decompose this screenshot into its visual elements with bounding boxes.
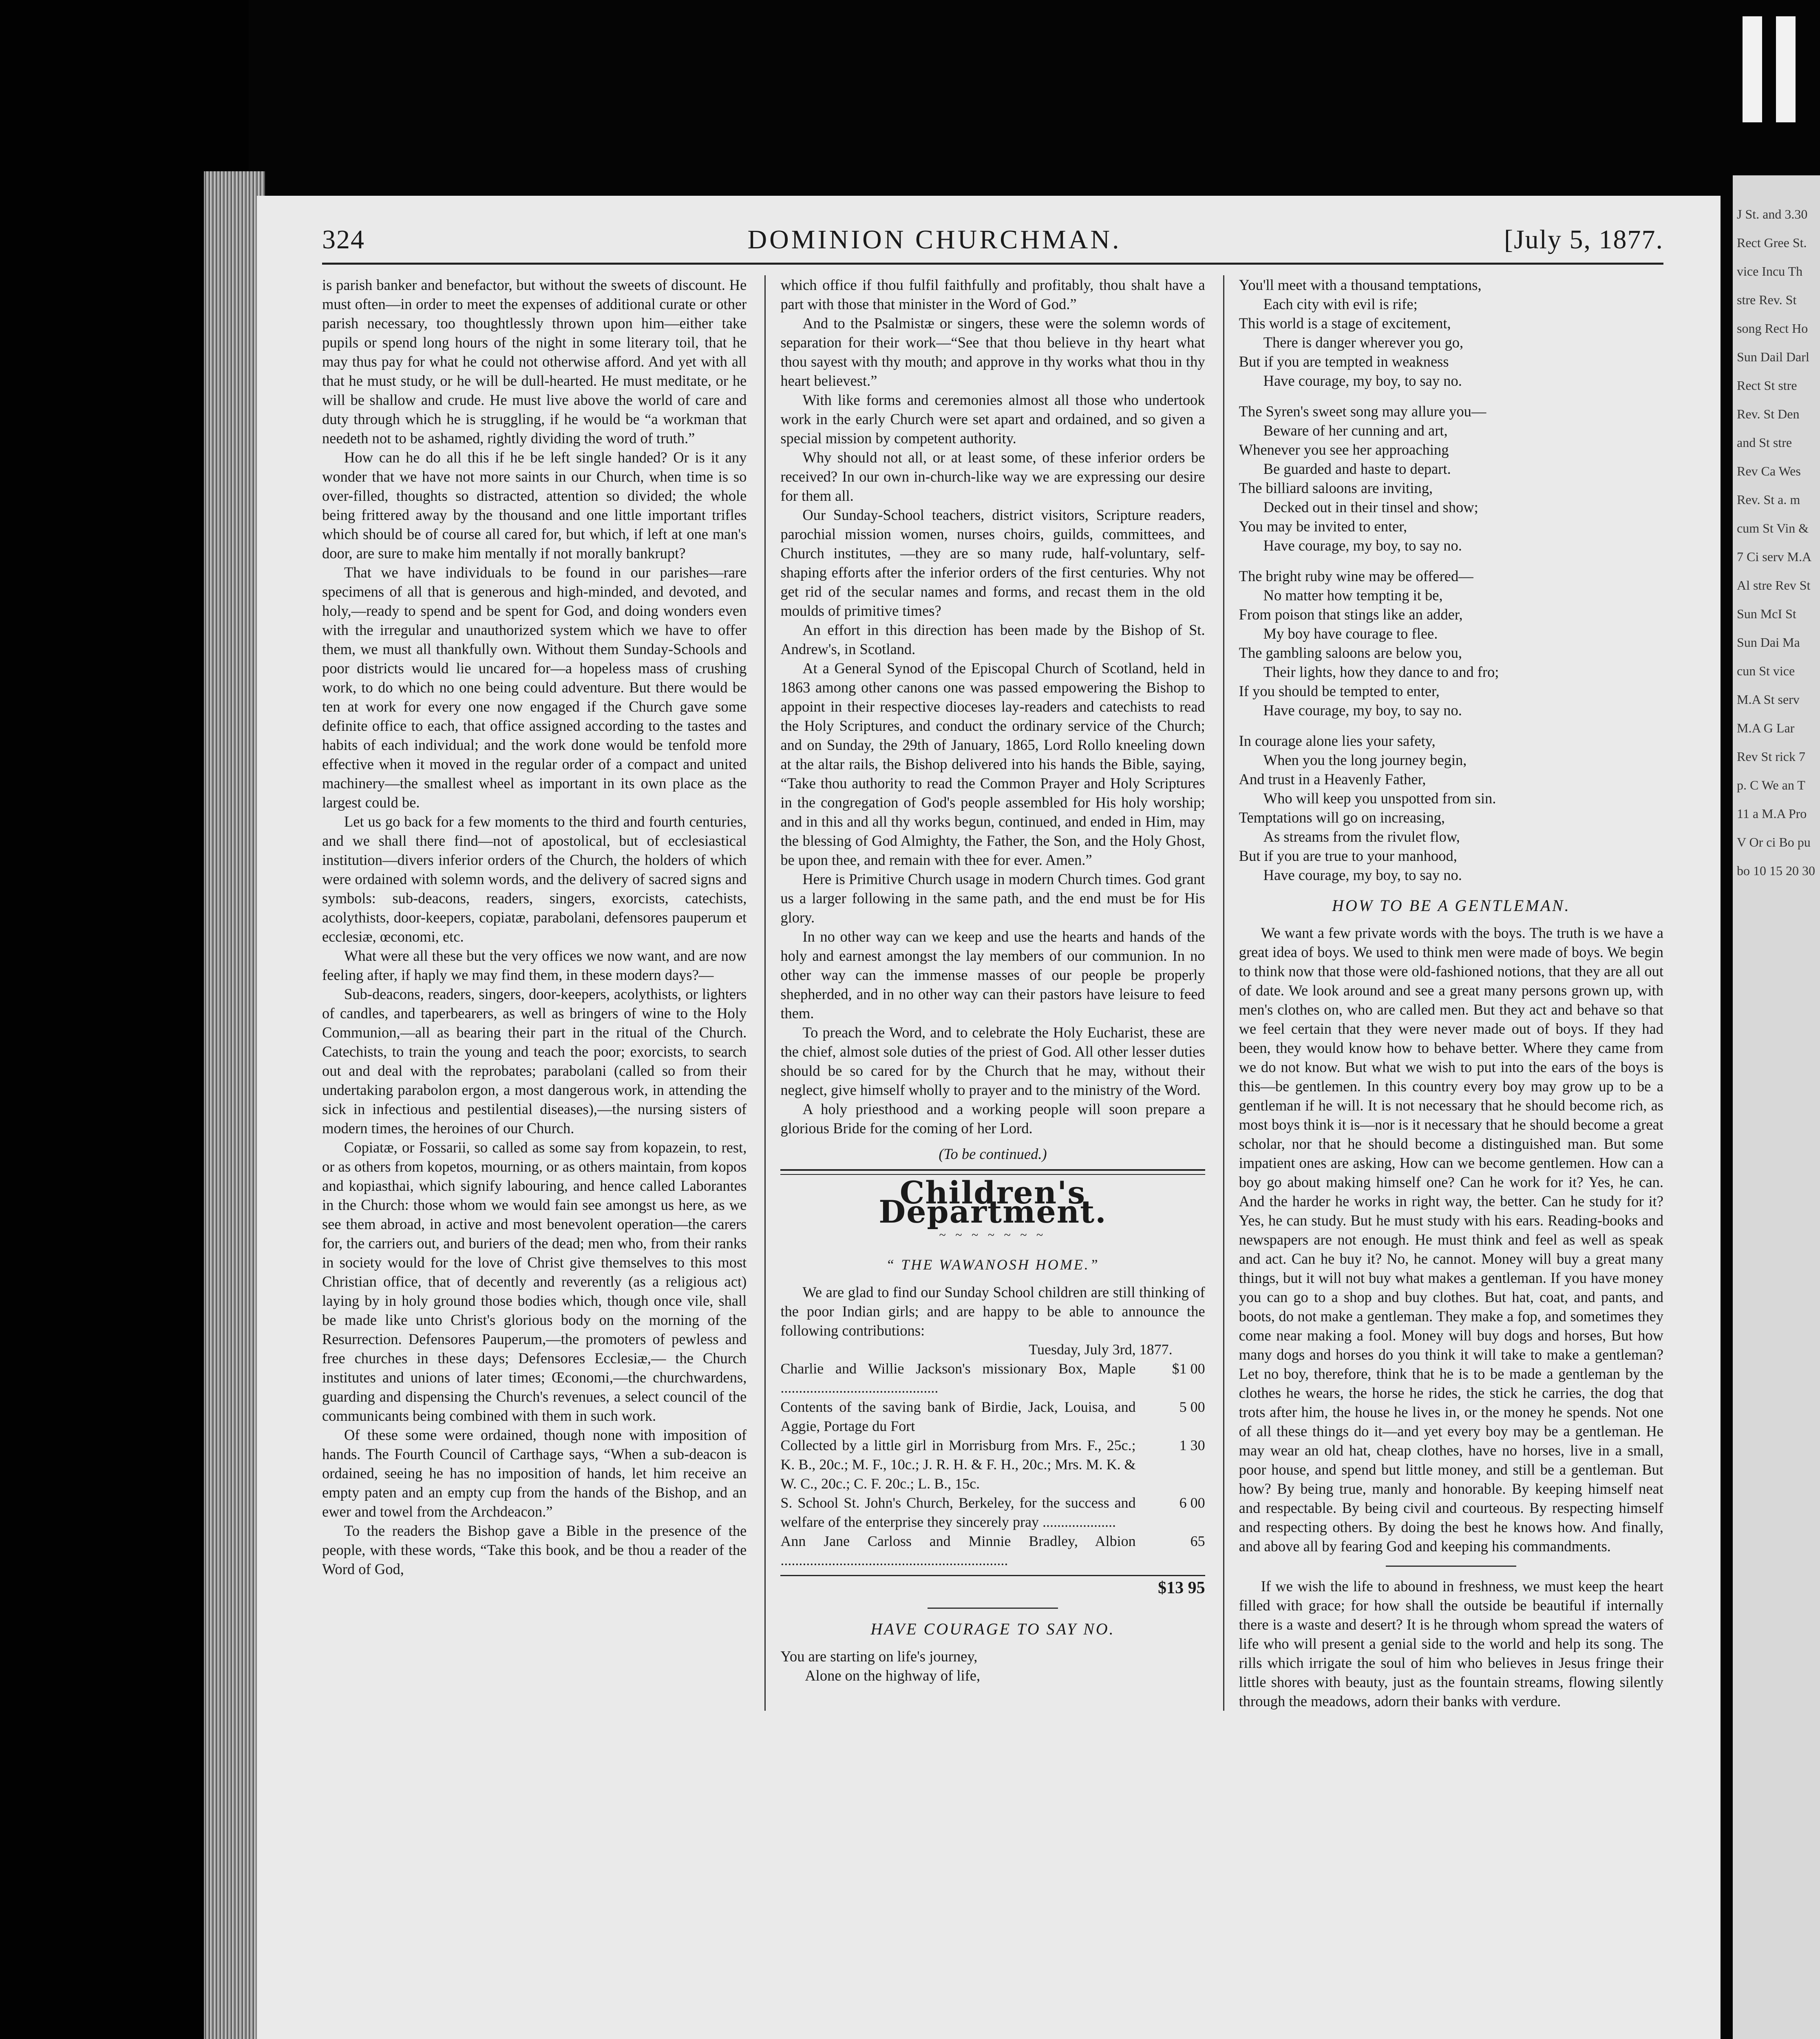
publication-title: DOMINION CHURCHMAN.	[747, 225, 1122, 254]
page-number: 324	[322, 225, 365, 254]
paragraph: Why should not all, or at least some, of these inferior orders be received? In our own in-church-like way we are expressing our desire for them all.	[780, 449, 1205, 504]
poem-line: Whenever you see her approaching	[1239, 441, 1449, 458]
column-1	[322, 275, 747, 1711]
poem-line: Beware of her cunning and art,	[1263, 422, 1448, 439]
paragraph: Sub-deacons, readers, singers, door-keepers, acolythists, or lighters of candles, and taperbearers, as well as bringers of wine to the Holy Communion,—all as bearing their part in the ritual of the Church. Catechists, to train the young and teach the poor; exorcists, to search out and deal with the reprobates; parabolani (called so from their undertaking parabolon ergon, a most dangerous work, in attending the sick in infectious and pestilential diseases),—the nursing sisters of modern times, the heroines of our Church.	[322, 986, 747, 1137]
poem-line: Have courage, my boy, to say no.	[1263, 372, 1462, 389]
paragraph: Here is Primitive Church usage in modern Church times. God grant us a larger following in the same path, and the end must be for His glory.	[780, 871, 1205, 926]
poem-line: You are starting on life's journey,	[780, 1648, 978, 1665]
poem-line: But if you are true to your manhood,	[1239, 847, 1457, 864]
column-2	[764, 275, 1205, 1711]
divider	[1386, 1566, 1516, 1567]
paragraph: If we wish the life to abound in freshness, we must keep the heart filled with grace; for how shall the outside be beautiful if internally there is a waste and desert? It is he through whom spread the waters of life who will present a genial side to the world and help its song. The rills which irrigate the soul of him who believes in Jesus fringe their little shores with beauty, just as the fountain streams, flowing silently through the meadows, adorn their banks with verdure.	[1239, 1578, 1663, 1709]
gentleman-heading: HOW TO BE A GENTLEMAN.	[1332, 896, 1570, 915]
ledger-row: Contents of the saving bank of Birdie, Jack, Louisa, and Aggie, Portage du Fort 5 00	[780, 1399, 1205, 1434]
poem-line: You'll meet with a thousand temptations,	[1239, 276, 1482, 293]
wawanosh-heading: “ THE WAWANOSH HOME.”	[886, 1256, 1100, 1273]
poem-line: You may be invited to enter,	[1239, 518, 1407, 535]
ledger-total: $13 95	[780, 1575, 1205, 1598]
next-page-fragment: J St. and 3.30 Rect Gree St. vice Incu Th stre Rev. St song Rect Ho Sun Dail Darl Rect St stre Rev. St Den and St stre Rev Ca Wes Rev. St a. m cum St Vin & 7 Ci serv M.A Al stre Rev St Sun McI St Sun Dai Ma cun St vice M.A St serv M.A G Lar Rev St rick 7 p. C We an T 11 a M.A Pro V Or ci Bo pu bo 10 15 20 30	[1733, 175, 1820, 2039]
ledger-row: Charlie and Willie Jackson's missionary Box, Maple ........................................... $1 00	[780, 1360, 1205, 1396]
ledger-row: Collected by a little girl in Morrisburg from Mrs. F., 25c.; K. B., 20c.; M. F., 10c.; J. R. H. & F. H., 20c.; Mrs. M. K. & W. C., 20c.; C. F. 20c.; L. B., 15c. 1 30	[780, 1437, 1205, 1492]
poem-line: Have courage, my boy, to say no.	[1263, 537, 1462, 554]
paragraph: An effort in this direction has been made by the Bishop of St. Andrew's, in Scotland.	[780, 621, 1205, 657]
poem-stanza	[1239, 566, 1663, 720]
poem-line: Temptations will go on increasing,	[1239, 809, 1445, 826]
poem-line: Decked out in their tinsel and show;	[1263, 499, 1478, 515]
column-3	[1223, 275, 1663, 1711]
paragraph: We want a few private words with the boys. The truth is we have a great idea of boys. We used to think men were made of boys. We begin to think now that those were old-fashioned notions, that they are all out of date. We look around and see a great many persons grown up, with men's clothes on, who are called men. But they act and behave so that we feel certain that they were never made out of boys. If they had been, they would know how to behave better. Where they came from we do not know. But what we wish to put into the ears of the boys is this—be gentlemen. In this country every boy may grow up to be a gentleman if he will. It is not necessary that he should become rich, as most boys think it is—nor is it necessary that he should become a great scholar, nor that he should become a distinguished man. But some impatient ones are asking, How can we become gentlemen. How can a boy go about making himself one? Can he work for it? Yes, he can. And the harder he works in right way, the better. Can he study for it? Yes, he can study. But he must study with his ears. Reading-books and newspapers are not enough. He must think and feel as well as speak and act. Can he buy it? No, he cannot. Money will buy a great many things, but it will not buy what makes a gentleman. If you have money you can go to a shop and buy clothes. But hat, coat, and pants, and boots, do not make a gentleman. They make a fop, and sometimes they come near making a fool. Money will buy dogs and horses, But how many dogs and horses do you think it will take to make a gentleman? Let no boy, therefore, think that he is to be made a gentleman by the clothes he wears, the horse he rides, the stick he carries, the dog that trots after him, the house he lives in, or the money he spends. Not one of all these things do it—and yet every boy may be a gentleman. He may wear an old hat, cheap clothes, have no horses, live in a small, poor house, and spend but little money, and still be a gentleman. But how? By being true, manly and honorable. By keeping himself neat and respectable. By being civil and courteous. By respecting himself and respecting others. By doing the best he knows how. And finally, and above all by fearing God and keeping his commandments.	[1239, 924, 1663, 1555]
registration-mark-top	[1738, 16, 1800, 122]
poem-line: Each city with evil is rife;	[1263, 296, 1418, 312]
book-page-edges	[204, 171, 265, 2039]
ledger-date: Tuesday, July 3rd, 1877.	[1029, 1341, 1173, 1358]
poem-line: The Syren's sweet song may allure you—	[1239, 403, 1486, 420]
poem-line: And trust in a Heavenly Father,	[1239, 771, 1426, 787]
newspaper-page	[257, 196, 1721, 2039]
paragraph: How can he do all this if he be left single handed? Or is it any wonder that we have not more saints in our Church, when time is so over-filled, thoughts so distracted, attention so divided; the whole being frittered away by the thousand and one little important trifles which should be of course all cared for, but which, if left at one man's door, are sure to make him mentally if not morally bankrupt?	[322, 449, 747, 562]
paragraph: Of these some were ordained, though none with imposition of hands. The Fourth Council of Carthage says, “When a sub-deacon is ordained, seeing he has no imposition of hands, let him receive an empty paten and an empty cup from the hands of the Bishop, and an ewer and towel from the Archdeacon.”	[322, 1426, 747, 1520]
paragraph: which office if thou fulfil faithfully and profitably, thou shalt have a part with those that minister in the Word of God.”	[780, 276, 1205, 312]
poem-stanza	[1239, 402, 1663, 555]
paragraph: To preach the Word, and to celebrate the Holy Eucharist, these are the chief, almost sole duties of the priest of God. All other lesser duties should be so cared for by the Church that he may, without their neglect, give himself wholly to prayer and to the ministry of the Word.	[780, 1024, 1205, 1098]
paragraph: We are glad to find our Sunday School children are still thinking of the poor Indian girls; and are happy to be able to announce the following contributions:	[780, 1284, 1205, 1339]
poem-line: If you should be tempted to enter,	[1239, 683, 1440, 699]
paragraph: That we have individuals to be found in our parishes—rare specimens of all that is generous and high-minded, and devoted, and holy,—ready to spend and be spent for God, and doing wonders even with the irregular and unauthorized system which we have to offer them, we must all thankfully own. Without them Sunday-Schools and poor districts would lie uncared for—a hopeless mass of crushing work, to do which no one being could adventure. But there would be ten at work for every one now engaged if the Church gave some definite office to each, that office assigned according to the tastes and habits of each individual; and the work done would be tenfold more effective when it moved in the regular order of a compact and united machinery—the smallest wheel as important in its own place as the largest could be.	[322, 564, 747, 811]
issue-date: [July 5, 1877.	[1504, 225, 1663, 254]
poem-line: As streams from the rivulet flow,	[1263, 828, 1460, 845]
paragraph: In no other way can we keep and use the hearts and hands of the holy and earnest amongst the lay members of our communion. In no other way can the immense masses of our people be properly shepherded, and in no other way can their pastors have leisure to feed them.	[780, 928, 1205, 1022]
poem-line: No matter how tempting it be,	[1263, 587, 1443, 604]
poem-stanza	[1239, 731, 1663, 885]
ledger-row: S. School St. John's Church, Berkeley, for the success and welfare of the enterprise they sincerely pray .................... 6 00	[780, 1495, 1205, 1530]
poem-line: Their lights, how they dance to and fro;	[1263, 663, 1499, 680]
poem-line: But if you are tempted in weakness	[1239, 353, 1449, 370]
to-be-continued: (To be continued.)	[939, 1146, 1047, 1162]
poem-stanza	[1239, 275, 1663, 390]
poem-opening	[780, 1647, 1205, 1685]
paragraph: Copiatæ, or Fossarii, so called as some say from kopazein, to rest, or as others from kopetos, mourning, or as others maintain, from kopos and kopiasthai, which signify labouring, and hence called Laborantes in the Church: those whom we would fain see amongst us here, as we see them abroad, in active and most benevolent operation—the carers for, the carriers out, and buriers of the dead; men who, from their ranks in society would for the love of Christ give themselves to this most Christian office, that of decently and reverently (as a religious act) laying by in holy ground those bodies which, though once vile, shall be made like unto Christ's glorious body on the morning of the Resurrection. Defensores Pauperum,—the promoters of pewless and free churches in these days; Defensores Ecclesiæ,— the Church institutes and unions of later times; Œconomi,—the churchwardens, guarding and dispensing the Church's revenues, a select council of the communicants being combined with them in such work.	[322, 1139, 747, 1424]
paragraph: What were all these but the very offices we now want, and are now feeling after, if haply we may find them, in these modern days?—	[322, 947, 747, 983]
paragraph: At a General Synod of the Episcopal Church of Scotland, held in 1863 among other canons one was passed empowering the Bishop to appoint in their respective dioceses lay-readers and catechists to read the Holy Scriptures, and conduct the ordinary service of the Church; and on Sunday, the 29th of January, 1865, Lord Rollo kneeling down at the altar rails, the Bishop delivered into his hands the Bible, saying, “Take thou authority to read the Common Prayer and Holy Scriptures in the congregation of God's people assembled for His holy worship; and in this and all thy works begun, continued, and ended in Him, may the blessing of God Almighty, the Father, the Son, and the Holy Ghost, be upon thee, and remain with thee for ever. Amen.”	[780, 660, 1205, 868]
poem-line: Alone on the highway of life,	[805, 1667, 981, 1684]
poem-line: Be guarded and haste to depart.	[1263, 460, 1451, 477]
department-title: Children's Department.	[879, 1174, 1107, 1230]
ornament-divider: ~ ~ ~ ~ ~ ~ ~	[939, 1228, 1047, 1242]
poem-line: My boy have courage to flee.	[1263, 625, 1438, 642]
poem-line: The gambling saloons are below you,	[1239, 644, 1462, 661]
poem-line: Have courage, my boy, to say no.	[1263, 702, 1462, 719]
contributions-ledger	[780, 1340, 1205, 1598]
poem-line: There is danger wherever you go,	[1263, 334, 1464, 351]
poem-line: In courage alone lies your safety,	[1239, 732, 1436, 749]
divider	[928, 1608, 1058, 1609]
poem-line: Who will keep you unspotted from sin.	[1263, 790, 1496, 807]
poem-continuation	[1239, 275, 1663, 885]
paragraph: Let us go back for a few moments to the third and fourth centuries, and we shall there find—not of apostolical, but of ecclesiastical institution—divers inferior orders of the Church, the holders of which were ordained with solemn words, and the delivery of sacred signs and symbols: sub-deacons, readers, singers, exorcists, catechists, acolythists, door-keepers, copiatæ, parabolani, defensores pauperum et ecclesiæ, œconomi, etc.	[322, 813, 747, 945]
poem-line: From poison that stings like an adder,	[1239, 606, 1463, 623]
paragraph: To the readers the Bishop gave a Bible in the presence of the people, with these words, “Take this book, and be thou a reader of the Word of God,	[322, 1522, 747, 1577]
poem-line: The bright ruby wine may be offered—	[1239, 568, 1473, 584]
paragraph: Our Sunday-School teachers, district visitors, Scripture readers, parochial mission women, nurses choirs, guilds, committees, and Church institutes, —they are so many rude, half-voluntary, self-shaping efforts after the inferior orders of the first centuries. Why not get rid of the secular names and forms, and recast them in the old moulds of primitive times?	[780, 506, 1205, 619]
text-columns	[322, 275, 1663, 1711]
paragraph: And to the Psalmistæ or singers, these were the solemn words of separation for their work—“See that thou believe in thy heart what thou sayest with thy mouth; and approve in thy works what thou in thy heart believest.”	[780, 315, 1205, 389]
section-divider	[780, 1169, 1205, 1175]
poem-line: When you the long journey begin,	[1263, 752, 1467, 768]
poem-line: This world is a stage of excitement,	[1239, 315, 1451, 332]
poem-line: Have courage, my boy, to say no.	[1263, 867, 1462, 883]
ledger-row: Ann Jane Carloss and Minnie Bradley, Albion .............................................................. 65	[780, 1533, 1205, 1568]
paragraph: A holy priesthood and a working people will soon prepare a glorious Bride for the coming of her Lord.	[780, 1101, 1205, 1137]
paragraph: With like forms and ceremonies almost all those who undertook work in the early Church were set apart and ordained, and so given a special mission by competent authority.	[780, 391, 1205, 447]
poem-line: The billiard saloons are inviting,	[1239, 480, 1433, 496]
page-header	[322, 224, 1663, 265]
poem-heading: HAVE COURAGE TO SAY NO.	[870, 1620, 1115, 1638]
paragraph: is parish banker and benefactor, but without the sweets of discount. He must often—in order to meet the expenses of additional curate or other parish necessary, too thoughtlessly thrown upon him—either take pupils or spend long hours of the night in some literary toil, that he may thus pay for what he could not otherwise afford. And yet with all that he must study, or he will be dull-hearted. He must meditate, or he will be shallow and crude. He must live above the world of care and duty through which he is struggling, if he would be “a workman that needeth not to be ashamed, rightly dividing the word of truth.”	[322, 276, 747, 447]
